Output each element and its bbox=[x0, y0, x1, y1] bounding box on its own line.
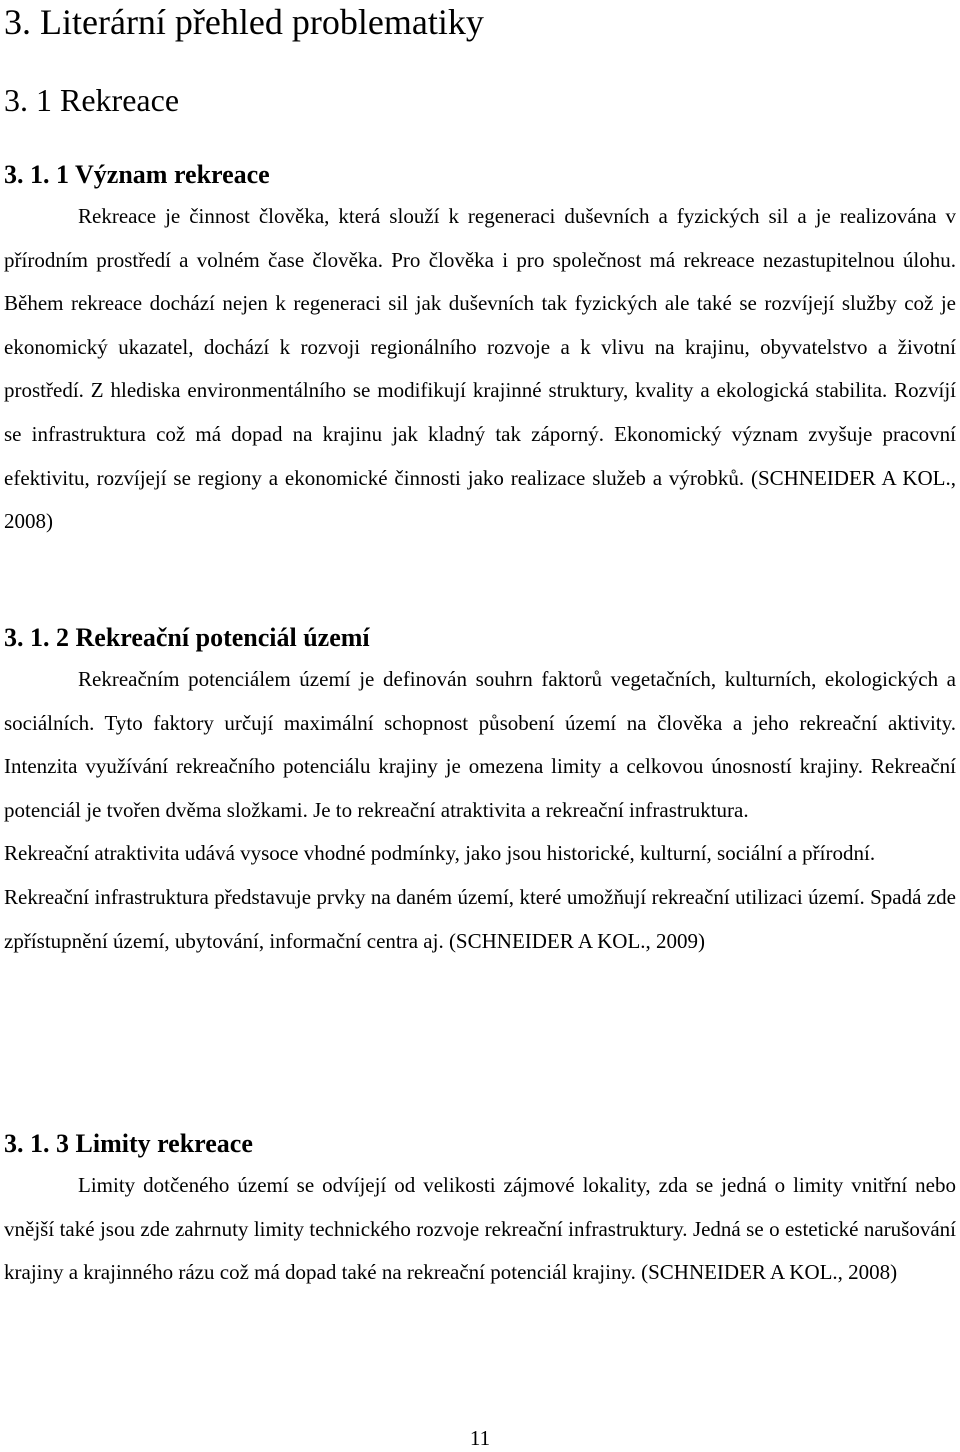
section-title: 3. 1 Rekreace bbox=[4, 82, 180, 118]
paragraph: Rekreační infrastruktura představuje prvky na daném území, které umožňují rekreační utilizaci území. Spadá zde zpřístupnění území, ubytování, informační centra aj. (SCHNEIDER A KOL., 2009) bbox=[4, 884, 956, 953]
subsection-title: 3. 1. 3 Limity rekreace bbox=[4, 1129, 253, 1158]
subsection-vyznam-rekreace bbox=[4, 155, 956, 544]
subsection-title: 3. 1. 1 Význam rekreace bbox=[4, 160, 270, 189]
subsection-limity-rekreace bbox=[4, 1124, 956, 1295]
paragraph: Rekreační atraktivita udává vysoce vhodné podmínky, jako jsou historické, kulturní, sociální a přírodní. bbox=[4, 841, 876, 866]
paragraph: Limity dotčeného území se odvíjejí od velikosti zájmové lokality, zda se jedná o limity vnitřní nebo vnější také jsou zde zahrnuty limity technického rozvoje rekreační infrastruktury. Jedná se o estetické narušování krajiny a krajinného rázu což má dopad také na rekreační potenciál krajiny. (SCHNEIDER A KOL., 2008) bbox=[4, 1173, 956, 1285]
chapter-title: 3. Literární přehled problematiky bbox=[4, 2, 484, 42]
subsection-rekreacni-potencial bbox=[4, 618, 956, 963]
page-number: 11 bbox=[469, 1426, 491, 1450]
subsection-title: 3. 1. 2 Rekreační potenciál území bbox=[4, 623, 370, 652]
paragraph: Rekreace je činnost člověka, která slouží k regeneraci duševních a fyzických sil a je realizována v přírodním prostředí a volném čase člověka. Pro člověka i pro společnost má rekreace nezastupitelnou úlohu. Během rekreace dochází nejen k regeneraci sil jak duševních tak fyzických ale také se rozvíjejí služby což je ekonomický ukazatel, dochází k rozvoji regionálního rozvoje a k vlivu na krajinu, obyvatelstvo a životní prostředí. Z hlediska environmentálního se modifikují krajinné struktury, kvality a ekologická stabilita. Rozvíjí se infrastruktura což má dopad na krajinu jak kladný tak záporný. Ekonomický význam zvyšuje pracovní efektivitu, rozvíjejí se regiony a ekonomické činnosti jako realizace služeb a výrobků. (SCHNEIDER A KOL., 2008) bbox=[4, 204, 956, 534]
paragraph: Rekreačním potenciálem území je definován souhrn faktorů vegetačních, kulturních, ekologických a sociálních. Tyto faktory určují maximální schopnost působení území na člověka a jeho rekreační aktivity. Intenzita využívání rekreačního potenciálu krajiny je omezena limity a celkovou únosností krajiny. Rekreační potenciál je tvořen dvěma složkami. Je to rekreační atraktivita a rekreační infrastruktura. bbox=[4, 667, 956, 822]
